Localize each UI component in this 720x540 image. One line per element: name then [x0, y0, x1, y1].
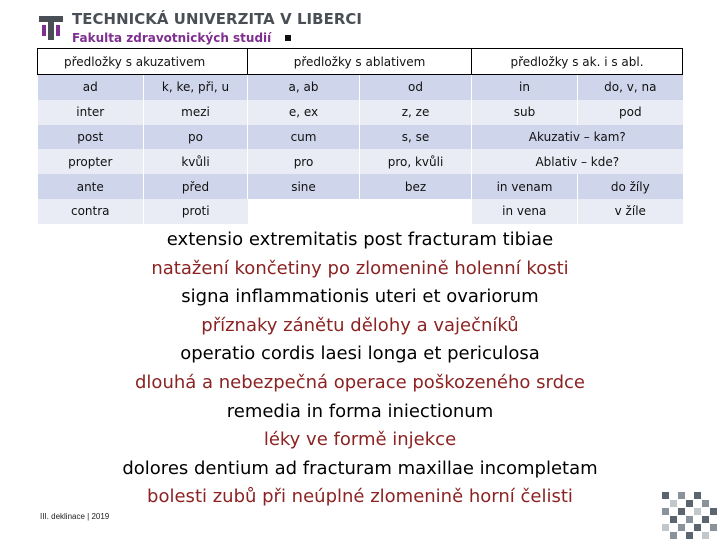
slide-footer: III. deklinace | 2019	[40, 512, 110, 521]
prepositions-table	[37, 48, 683, 224]
table-row	[38, 75, 683, 100]
table-cell: od	[360, 75, 472, 100]
table-header-row	[38, 49, 683, 75]
latin-phrase: operatio cordis laesi longa et periculosa	[180, 343, 540, 365]
corner-pattern-icon	[658, 490, 720, 540]
header-ablative: předložky s ablativem	[248, 49, 472, 75]
table-cell: pro	[248, 149, 360, 174]
table-cell: post	[38, 125, 144, 150]
latin-phrase: extensio extremitatis post fracturam tibiae	[166, 229, 554, 250]
table-cell: k, ke, při, u	[144, 75, 248, 100]
table-cell: kvůli	[144, 149, 248, 174]
table-cell: ante	[38, 174, 144, 199]
table-cell: do žíly	[578, 174, 683, 199]
table-row	[38, 174, 683, 199]
faculty-name: Fakulta zdravotnických studií	[72, 31, 272, 45]
phrase-list	[0, 226, 720, 512]
table-row	[38, 149, 683, 174]
table-cell: cum	[248, 125, 360, 150]
latin-phrase: remedia in forma iniectionum	[226, 400, 494, 422]
table-row	[38, 125, 683, 150]
table-cell: in venam	[472, 174, 578, 199]
table-cell: in vena	[472, 199, 578, 224]
table-cell: z, ze	[360, 100, 472, 125]
table-cell: s, se	[360, 125, 472, 150]
table-cell: pod	[578, 100, 683, 125]
university-name: TECHNICKÁ UNIVERZITA V LIBERCI	[72, 10, 363, 28]
czech-translation: bolesti zubů při neúplné zlomenině horní čelisti	[147, 486, 573, 508]
table-cell: in	[472, 75, 578, 100]
table-cell: a, ab	[248, 75, 360, 100]
table-cell: mezi	[144, 100, 248, 125]
table-cell: pro, kvůli	[360, 149, 472, 174]
latin-phrase: dolores dentium ad fracturam maxillae incompletam	[122, 457, 598, 479]
czech-translation: natažení končetiny po zlomenině holenní kosti	[151, 257, 569, 279]
table-row	[38, 100, 683, 125]
table-cell: sine	[248, 174, 360, 199]
table-cell: propter	[38, 149, 144, 174]
empty-cell	[248, 199, 472, 224]
table-cell: bez	[360, 174, 472, 199]
table-cell: před	[144, 174, 248, 199]
czech-translation: léky ve formě injekce	[263, 429, 457, 451]
table-cell: ad	[38, 75, 144, 100]
table-row	[38, 199, 683, 224]
table-cell: do, v, na	[578, 75, 683, 100]
czech-translation: dlouhá a nebezpečná operace poškozeného srdce	[135, 371, 585, 393]
university-logo-icon	[37, 14, 65, 42]
table-cell: proti	[144, 199, 248, 224]
table-cell: sub	[472, 100, 578, 125]
case-question-accusative: Akuzativ – kam?	[472, 125, 683, 150]
table-cell: e, ex	[248, 100, 360, 125]
table-cell: v žíle	[578, 199, 683, 224]
table-cell: contra	[38, 199, 144, 224]
logo-square-icon	[285, 35, 291, 41]
header-accusative: předložky s akuzativem	[38, 49, 248, 75]
header-both-cases: předložky s ak. i s abl.	[472, 49, 683, 75]
table-cell: po	[144, 125, 248, 150]
case-question-ablative: Ablativ – kde?	[472, 149, 683, 174]
czech-translation: příznaky zánětu dělohy a vaječníků	[201, 314, 519, 336]
latin-phrase: signa inflammationis uteri et ovariorum	[181, 286, 539, 308]
table-cell: inter	[38, 100, 144, 125]
